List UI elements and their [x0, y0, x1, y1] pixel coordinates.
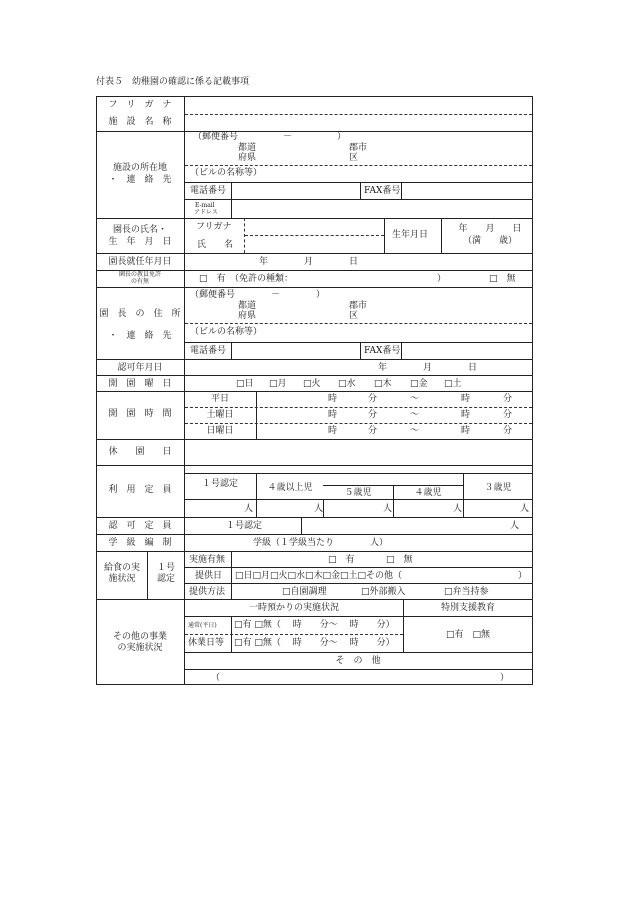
- phone-field[interactable]: [233, 184, 358, 198]
- email-label: E-mail: [195, 202, 215, 209]
- holidays-label: 休 園 日: [108, 447, 172, 457]
- hours-sunday-m2: 分: [503, 426, 513, 436]
- email-field[interactable]: [233, 201, 531, 217]
- open-day-sat[interactable]: □土: [444, 379, 462, 389]
- approval-date: 年 月 日: [378, 363, 478, 373]
- approved-capacity-cat1: １号認定: [225, 521, 263, 531]
- facility-furigana-field[interactable]: [186, 98, 531, 113]
- todo-label: 都道: [238, 143, 257, 153]
- open-day-thu[interactable]: □木: [374, 379, 392, 389]
- hours-sunday-h2: 時: [461, 426, 471, 436]
- meals-days-close: ）: [518, 571, 528, 581]
- open-day-fri[interactable]: □金: [410, 379, 428, 389]
- open-day-sun[interactable]: □日: [236, 379, 254, 389]
- hours-sunday-h1: 時: [328, 426, 338, 436]
- director-label-1: 園長の氏名・: [112, 225, 168, 235]
- facility-name-field[interactable]: [186, 116, 531, 130]
- license-label-1: 園長の教員免許: [118, 271, 162, 278]
- gunshi-label: 郡市: [349, 143, 368, 153]
- meals-r1-label: 実施有無: [189, 555, 226, 565]
- building-label: （ビルの名称等）: [190, 168, 263, 178]
- birth-date-label: 生年月日: [392, 230, 429, 240]
- address-ku: 区: [349, 311, 359, 321]
- location-label-1: 施設の所在地: [112, 163, 168, 173]
- age-value: （満 歳）: [462, 236, 518, 246]
- fax-field[interactable]: [403, 184, 531, 198]
- address-fuken: 府県: [238, 311, 257, 321]
- capacity-unit-4: 人: [453, 504, 463, 514]
- capacity-cat1-label: １号認定: [201, 479, 239, 489]
- capacity-unit-5: 人: [520, 504, 530, 514]
- hours-weekday-m2: 分: [503, 394, 513, 404]
- classes-text: 学級（１学級当たり 人）: [253, 538, 389, 548]
- open-day-wed[interactable]: □水: [338, 379, 356, 389]
- other-label-2: の実施状況: [117, 643, 163, 653]
- hours-saturday-h1: 時: [328, 410, 338, 420]
- misc-title: そ の 他: [335, 656, 381, 666]
- hours-weekday-tilde: ～: [410, 394, 420, 404]
- weekday-options[interactable]: □有 □無（ 時 分～ 時 分）: [234, 620, 395, 630]
- capacity-unit-3: 人: [383, 504, 393, 514]
- holiday-options[interactable]: □有 □無（ 時 分～ 時 分）: [234, 638, 395, 648]
- special-education-title: 特別支援教育: [440, 603, 496, 613]
- location-label-2: ・ 連 絡 先: [108, 175, 172, 185]
- weekday-label: 通常(平日): [188, 622, 217, 629]
- director-name-field[interactable]: [246, 237, 382, 252]
- misc-field[interactable]: [222, 671, 497, 684]
- fuken-label: 府県: [238, 153, 257, 163]
- address-todo: 都道: [238, 301, 257, 311]
- hours-saturday-m1: 分: [368, 410, 378, 420]
- address-label-1: 園 長 の 住 所: [99, 309, 181, 319]
- approved-capacity-unit: 人: [510, 521, 520, 531]
- license-label-2: の有無: [130, 278, 150, 285]
- license-yes-checkbox[interactable]: □ 有 （免許の種類：: [199, 274, 294, 284]
- director-name-label: 氏 名: [197, 240, 234, 250]
- address-phone-label: 電話番号: [190, 346, 227, 356]
- furigana-label: フ リ ガ ナ: [108, 100, 172, 110]
- special-education-options[interactable]: □有 □無: [445, 630, 491, 640]
- postal-code-label: （郵便番号 － ）: [193, 132, 347, 142]
- address-building: （ビルの名称等）: [190, 327, 263, 337]
- classes-label: 学 級 編 制: [108, 538, 172, 548]
- misc-open: （: [211, 673, 221, 683]
- capacity-age4-label: ４歳児: [414, 488, 442, 498]
- capacity-unit-1: 人: [244, 504, 254, 514]
- hours-weekday-h1: 時: [328, 394, 338, 404]
- meals-days-options[interactable]: □日□月□火□水□木□金□土□その他（: [235, 571, 403, 581]
- holidays-field[interactable]: [186, 441, 531, 463]
- license-close: ）: [437, 274, 447, 284]
- address-fax-field[interactable]: [403, 344, 531, 358]
- capacity-age5-label: ５歳児: [344, 488, 372, 498]
- meals-label-1: 給食の実: [103, 563, 141, 573]
- approved-capacity-label: 認 可 定 員: [108, 521, 172, 531]
- meals-label-2: 施状況: [108, 574, 136, 584]
- misc-close: ）: [500, 673, 510, 683]
- open-days-label: 開 園 曜 日: [108, 379, 172, 389]
- meals-method-external[interactable]: □外部搬入: [361, 587, 406, 597]
- meals-r3-label: 提供方法: [189, 587, 226, 597]
- ku-label: 区: [349, 153, 359, 163]
- page-title: 付表５ 幼稚園の確認に係る記載事項: [96, 77, 250, 87]
- meals-sub-1: １号: [156, 563, 176, 573]
- address-phone-field[interactable]: [233, 344, 358, 358]
- hours-saturday: 土曜日: [206, 410, 234, 420]
- address-gunshi: 郡市: [349, 301, 368, 311]
- hours-saturday-h2: 時: [461, 410, 471, 420]
- phone-label: 電話番号: [190, 186, 227, 196]
- appointment-label: 園長就任年月日: [108, 257, 172, 267]
- hours-sunday-m1: 分: [368, 426, 378, 436]
- hours-saturday-m2: 分: [503, 410, 513, 420]
- holiday-label: 休業日等: [188, 638, 225, 648]
- other-label-1: その他の事業: [112, 632, 168, 642]
- email-label-2: アドレス: [194, 209, 218, 216]
- temp-care-title: 一時預かりの実施状況: [248, 603, 340, 613]
- hours-sunday: 日曜日: [206, 426, 234, 436]
- capacity-age3-label: ３歳児: [484, 483, 512, 493]
- director-label-2: 生 年 月 日: [108, 237, 172, 247]
- appointment-date: 年 月 日: [259, 257, 359, 267]
- facility-name-label: 施 設 名 称: [108, 117, 172, 127]
- meals-method-bento[interactable]: □弁当持参: [444, 587, 489, 597]
- fax-label: FAX番号: [364, 186, 401, 196]
- hours-sunday-tilde: ～: [410, 426, 420, 436]
- hours-weekday-h2: 時: [461, 394, 471, 404]
- meals-no-checkbox[interactable]: □ 無: [386, 555, 413, 565]
- capacity-unit-2: 人: [314, 504, 324, 514]
- license-no-checkbox[interactable]: □ 無: [489, 274, 516, 284]
- open-day-mon[interactable]: □月: [269, 379, 287, 389]
- hours-label: 開 園 時 間: [108, 409, 172, 419]
- director-furigana-label: フリガナ: [196, 222, 232, 232]
- hours-saturday-tilde: ～: [410, 410, 420, 420]
- approval-label: 認可年月日: [117, 363, 163, 373]
- address-postal-label: （郵便番号 － ）: [190, 290, 326, 300]
- birth-date-value: 年 月 日: [458, 224, 522, 234]
- address-fax-label: FAX番号: [364, 346, 401, 356]
- hours-weekday-m1: 分: [368, 394, 378, 404]
- meals-method-self[interactable]: □自園調理: [282, 587, 327, 597]
- address-label-2: ・ 連 絡 先: [108, 331, 172, 341]
- capacity-label: 利 用 定 員: [108, 485, 172, 495]
- capacity-age4plus-label: ４歳以上児: [267, 483, 313, 493]
- open-day-tue[interactable]: □火: [303, 379, 321, 389]
- meals-sub-2: 認定: [156, 574, 176, 584]
- meals-r2-label: 提供日: [195, 571, 223, 581]
- hours-weekday: 平日: [210, 394, 230, 404]
- meals-yes-checkbox[interactable]: □ 有: [328, 555, 355, 565]
